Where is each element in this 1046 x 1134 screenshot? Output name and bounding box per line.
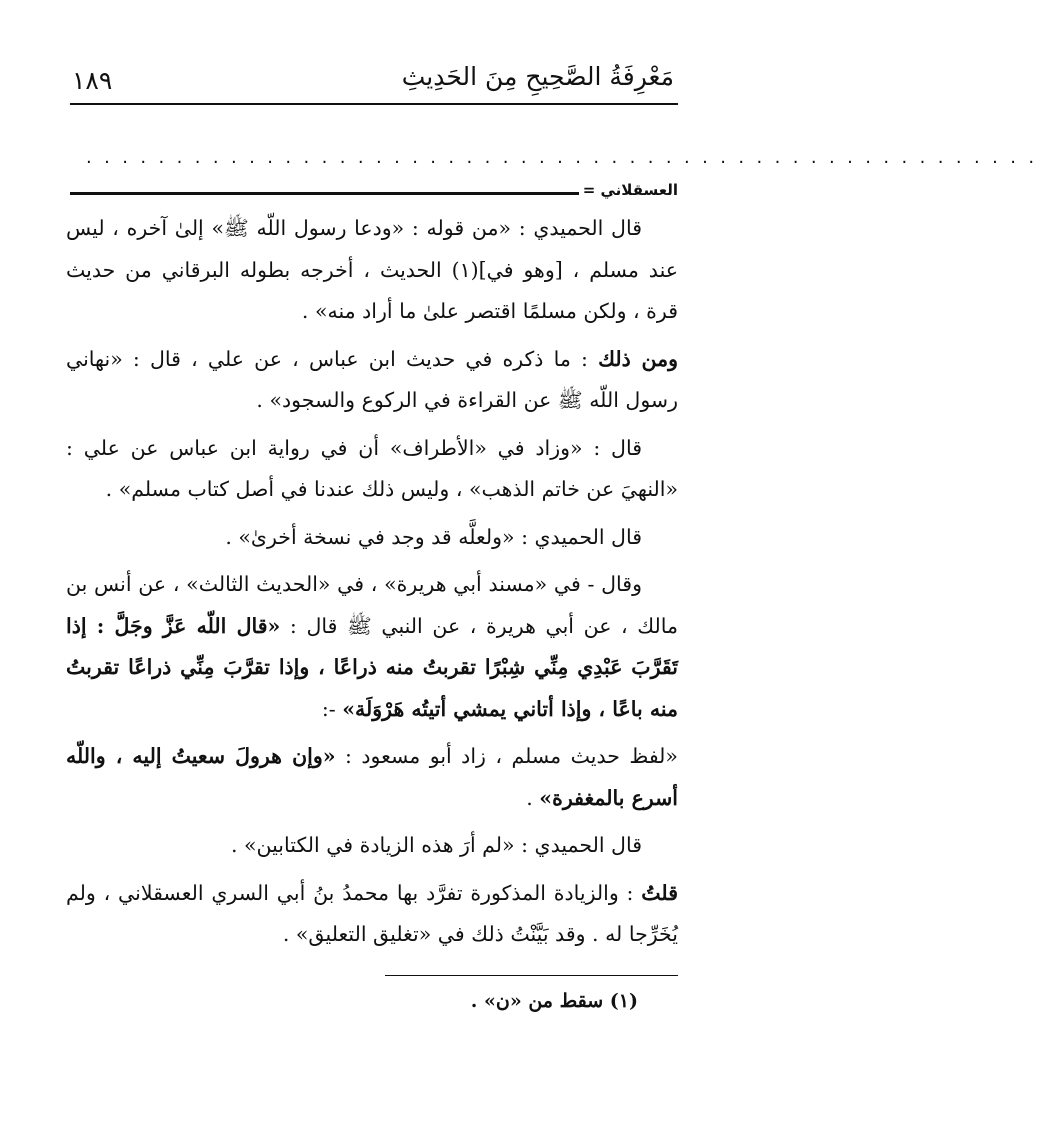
footnote: (١) سقط من «ن» .: [470, 990, 638, 1012]
main-text: [66, 208, 678, 962]
page-header: [72, 58, 674, 104]
paragraph: [66, 339, 678, 422]
paragraph: [66, 825, 678, 867]
paragraph: [66, 208, 678, 333]
text-segment: «لفظ حديث مسلم ، زاد أبو مسعود :: [335, 744, 678, 768]
paragraph: [66, 517, 678, 559]
section-label: العسقلاني =: [579, 181, 678, 199]
text-segment: قال : «وزاد في «الأطراف» أن في رواية ابن عباس عن علي : «النهيَ عن خاتم الذهب» ، وليس ذلك عندنا في أصل كتاب مسلم» .: [66, 435, 678, 501]
bold-phrase: ومن ذلك: [598, 346, 678, 371]
paragraph: [66, 873, 678, 956]
footnote-rule: [385, 975, 678, 976]
text-segment: -:: [321, 696, 343, 721]
page-number: ١٨٩: [72, 66, 113, 95]
paragraph: [66, 564, 678, 730]
dotted-separator: .....................................................: [86, 147, 1046, 168]
paragraph: [66, 428, 678, 511]
text-segment: وقال - في «مسند أبي هريرة» ، في «الحديث الثالث» ، عن أنس بن مالك ، عن أبي هريرة ، عن النبي ﷺ قال :: [66, 572, 678, 638]
text-segment: : ما ذكره في حديث ابن عباس ، عن علي ، قال : «نهاني رسول اللّه ﷺ عن القراءة في الركوع والسجود» .: [66, 346, 678, 412]
section-divider: [70, 181, 678, 203]
hadith-quote: «قال اللّه عَزَّ وجَلَّ : إذا تَقَرَّبَ عَبْدِي مِنِّي شِبْرًا تقربتُ منه ذراعًا ، وإذا تقرَّبَ مِنِّي ذراعًا تقربتُ منه باعًا ، وإذا أتاني يمشي أتيتُه هَرْوَلَة»: [66, 613, 678, 721]
bold-phrase: قلتُ: [641, 880, 678, 905]
text-segment: : والزيادة المذكورة تفرَّد بها محمدُ بنُ أبي السري العسقلاني ، ولم يُخَرِّجا له . وقد بَيَّنْتُ ذلك في «تغليق التعليق» .: [66, 880, 678, 946]
text-segment: قال الحميدي : «من قوله : «ودعا رسول اللّه ﷺ» إلىٰ آخره ، ليس عند مسلم ، [وهو في](١) الحديث ، أخرجه بطوله البرقاني من حديث قرة ، ولكن مسلمًا اقتصر علىٰ ما أراد منه» .: [66, 216, 678, 323]
text-segment: .: [526, 785, 540, 810]
section-line: [70, 192, 588, 195]
hadith-quote: «وإن هرولَ سعيتُ إليه ، واللّه أسرع بالمغفرة»: [66, 744, 678, 810]
running-title: مَعْرِفَةُ الصَّحِيحِ مِنَ الحَدِيثِ: [401, 62, 674, 91]
text-segment: قال الحميدي : «ولعلَّه قد وجد في نسخة أخرىٰ» .: [225, 524, 642, 549]
header-rule: [70, 103, 678, 105]
paragraph: [66, 736, 678, 819]
text-segment: قال الحميدي : «لم أرَ هذه الزيادة في الكتابين» .: [230, 833, 642, 857]
